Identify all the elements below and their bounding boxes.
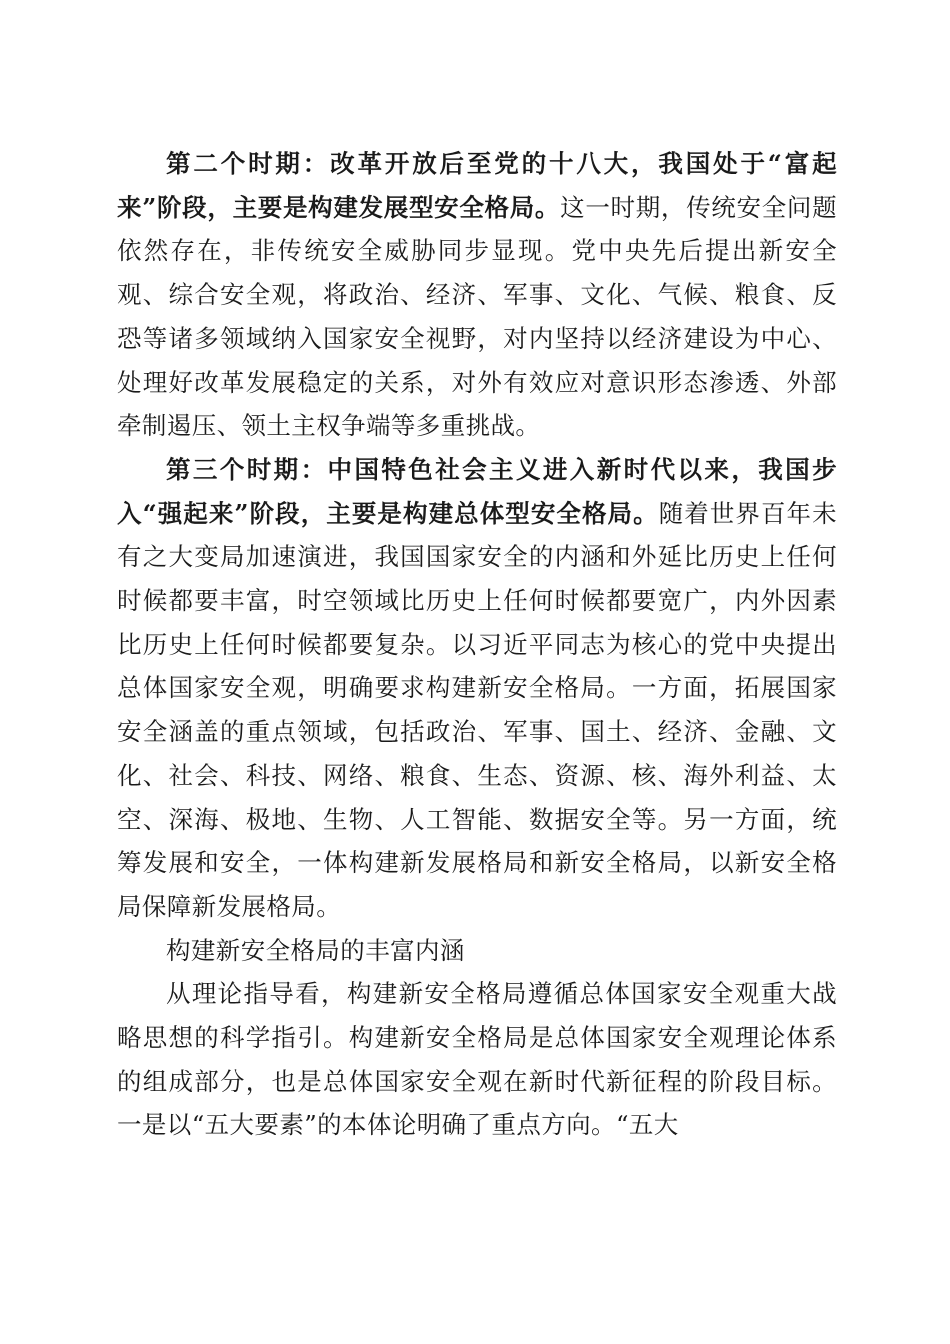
section-heading: 构建新安全格局的丰富内涵	[166, 935, 465, 965]
paragraph-second-period	[117, 142, 837, 448]
paragraph-lead: 第三个时期：中国特色社会主义进入新时代以来，我国步入“强起来”阶段，主要是构建总体型安全格局。	[117, 454, 837, 528]
document-body	[117, 142, 837, 1147]
paragraph-text: 随着世界百年未有之大变局加速演进，我国国家安全的内涵和外延比历史上任何时候都要丰富，时空领域比历史上任何时候都要宽广，内外因素比历史上任何时候都要复杂。以习近平同志为核心的党中央提出总体国家安全观，明确要求构建新安全格局。一方面，拓展国家安全涵盖的重点领域，包括政治、军事、国土、经济、金融、文化、社会、科技、网络、粮食、生态、资源、核、海外利益、太空、深海、极地、生物、人工智能、数据安全等。另一方面，统筹发展和安全，一体构建新发展格局和新安全格局，以新安全格局保障新发展格局。	[117, 498, 837, 921]
paragraph-theory-guidance: 从理论指导看，构建新安全格局遵循总体国家安全观重大战略思想的科学指引。构建新安全格局是总体国家安全观理论体系的组成部分，也是总体国家安全观在新时代新征程的阶段目标。一是以“五大要素”的本体论明确了重点方向。“五大	[117, 979, 837, 1140]
paragraph-text: 这一时期，传统安全问题依然存在，非传统安全威胁同步显现。党中央先后提出新安全观、综合安全观，将政治、经济、军事、文化、气候、粮食、反恐等诸多领域纳入国家安全视野，对内坚持以经济建设为中心、处理好改革发展稳定的关系，对外有效应对意识形态渗透、外部牵制遏压、领土主权争端等多重挑战。	[117, 192, 837, 441]
paragraph-third-period	[117, 448, 837, 929]
paragraph-lead: 第二个时期：改革开放后至党的十八大，我国处于“富起来”阶段，主要是构建发展型安全格局。	[117, 149, 837, 222]
